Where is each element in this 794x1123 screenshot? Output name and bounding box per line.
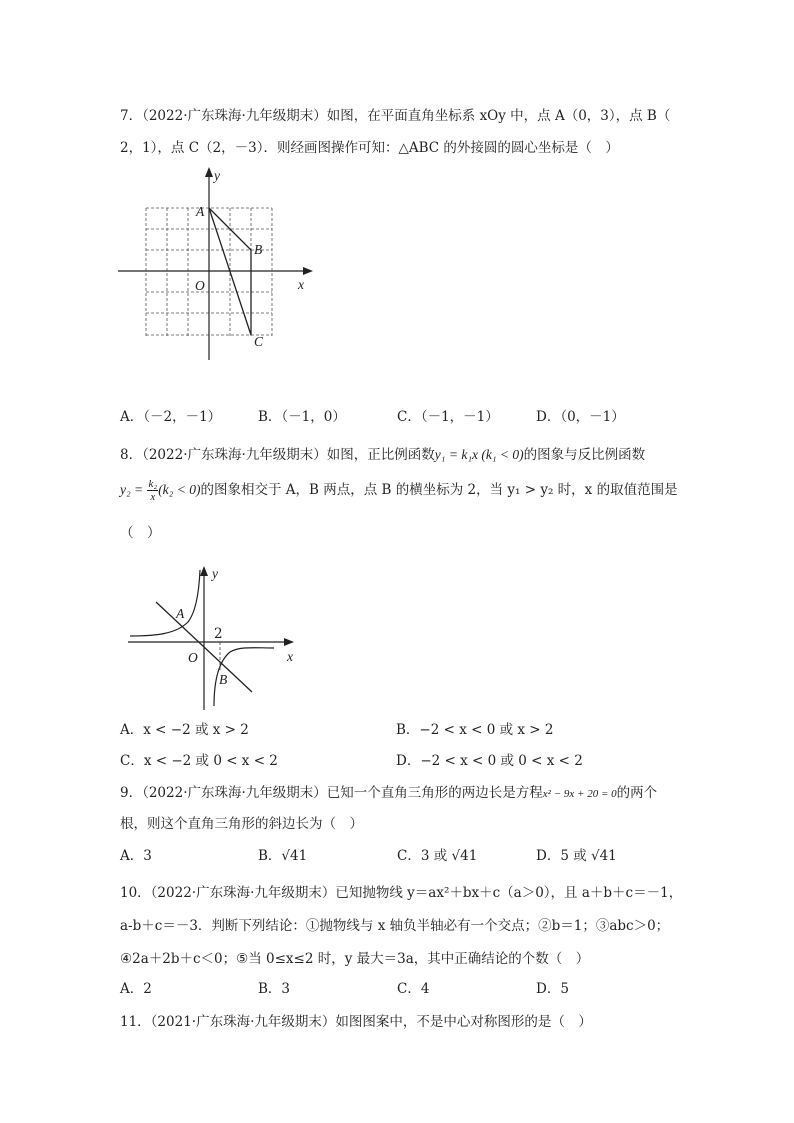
q9-option-a[interactable]: A．3: [120, 848, 152, 864]
q10-option-a[interactable]: A．2: [120, 981, 152, 997]
q7-option-a[interactable]: A．（－2，－1）: [120, 409, 222, 425]
q8-line1: [120, 443, 645, 463]
q9-line1-post: 的两个: [616, 785, 658, 801]
q7-option-d[interactable]: D．（0，－1）: [536, 409, 625, 425]
q9-line1-pre: 9．（2022·广东珠海·九年级期末）已知一个直角三角形的两边长是方程: [120, 785, 543, 801]
q7-point-c: C: [254, 334, 264, 349]
q10-line1: 10．（2022·广东珠海·九年级期末）已知抛物线 y＝ax²＋bx＋c（a＞0），且 a＋b＋c＝－1，: [120, 885, 683, 901]
q9-option-c[interactable]: C．3 或 √41: [397, 848, 478, 864]
q10-option-b[interactable]: B．3: [258, 981, 291, 997]
q8-line1-formula: y₁ = k₁x (k₁ < 0): [434, 447, 524, 462]
q8-fraction: [147, 478, 158, 503]
q9-equation: x² − 9x + 20 = 0: [542, 788, 617, 800]
q9-option-b[interactable]: B．√41: [258, 848, 308, 864]
q8-line1-post: 的图象与反比例函数: [523, 447, 646, 463]
q7-axis-y: y: [214, 168, 220, 183]
q7-figure: [118, 165, 318, 365]
q8-option-a[interactable]: A．x < −2 或 x > 2: [120, 722, 249, 738]
q8-line3: （ ）: [120, 525, 161, 541]
q8-origin: O: [188, 650, 198, 665]
q8-axis-x: x: [287, 649, 293, 664]
q11-line1: 11．（2021·广东珠海·九年级期末）如图图案中，不是中心对称图形的是（ ）: [120, 1014, 592, 1030]
q10-option-c[interactable]: C．4: [397, 981, 430, 997]
q8-figure: [126, 562, 326, 712]
q7-origin: O: [195, 278, 205, 293]
q9-line2: 根，则这个直角三角形的斜边长为（ ）: [120, 816, 363, 832]
q8-point-a: A: [176, 606, 185, 621]
q7-point-a: A: [196, 204, 205, 219]
q8-option-b[interactable]: B．−2 < x < 0 或 x > 2: [396, 722, 554, 738]
q7-line2: 2，1），点 C（2，－3）．则经画图操作可知：△ABC 的外接圆的圆心坐标是（ ）: [120, 140, 619, 156]
q10-option-d[interactable]: D．5: [536, 981, 569, 997]
q8-line2-post: 的图象相交于 A，B 两点，点 B 的横坐标为 2，当 y₁ > y₂ 时，x 的取值范围是: [200, 482, 678, 498]
q8-line1-pre: 8．（2022·广东珠海·九年级期末）如图，正比例函数: [120, 447, 435, 463]
q8-fraction-den: x: [150, 491, 156, 503]
q7-point-b: B: [254, 242, 263, 257]
q7-option-c[interactable]: C．（－1，－1）: [397, 409, 499, 425]
q9-line1: [120, 781, 657, 801]
q8-point-b: B: [219, 672, 228, 687]
q8-tick-2: 2: [214, 626, 223, 642]
q9-option-d[interactable]: D．5 或 √41: [536, 848, 617, 864]
q7-line1: 7．（2022·广东珠海·九年级期末）如图，在平面直角坐标系 xOy 中，点 A（0，3），点 B（: [120, 108, 671, 124]
q10-line2: a-b＋c＝－3．判断下列结论：①抛物线与 x 轴负半轴必有一个交点；②b＝1；③abc＞0；: [120, 918, 670, 934]
q8-line2-y: y₂ =: [120, 482, 144, 497]
q8-fraction-num: k₂: [148, 478, 158, 490]
q8-option-d[interactable]: D．−2 < x < 0 或 0 < x < 2: [396, 753, 583, 769]
q7-axis-x: x: [298, 277, 304, 292]
q8-line2: [120, 478, 678, 503]
q8-option-c[interactable]: C．x < −2 或 0 < x < 2: [120, 753, 278, 769]
q7-option-b[interactable]: B．（－1，0）: [258, 409, 346, 425]
q8-line2-cond: (k₂ < 0): [158, 482, 201, 497]
q8-axis-y: y: [212, 566, 218, 581]
q10-line3: ④2a＋2b＋c＜0；⑤当 0≤x≤2 时，y 最大＝3a，其中正确结论的个数（ ）: [120, 951, 590, 967]
